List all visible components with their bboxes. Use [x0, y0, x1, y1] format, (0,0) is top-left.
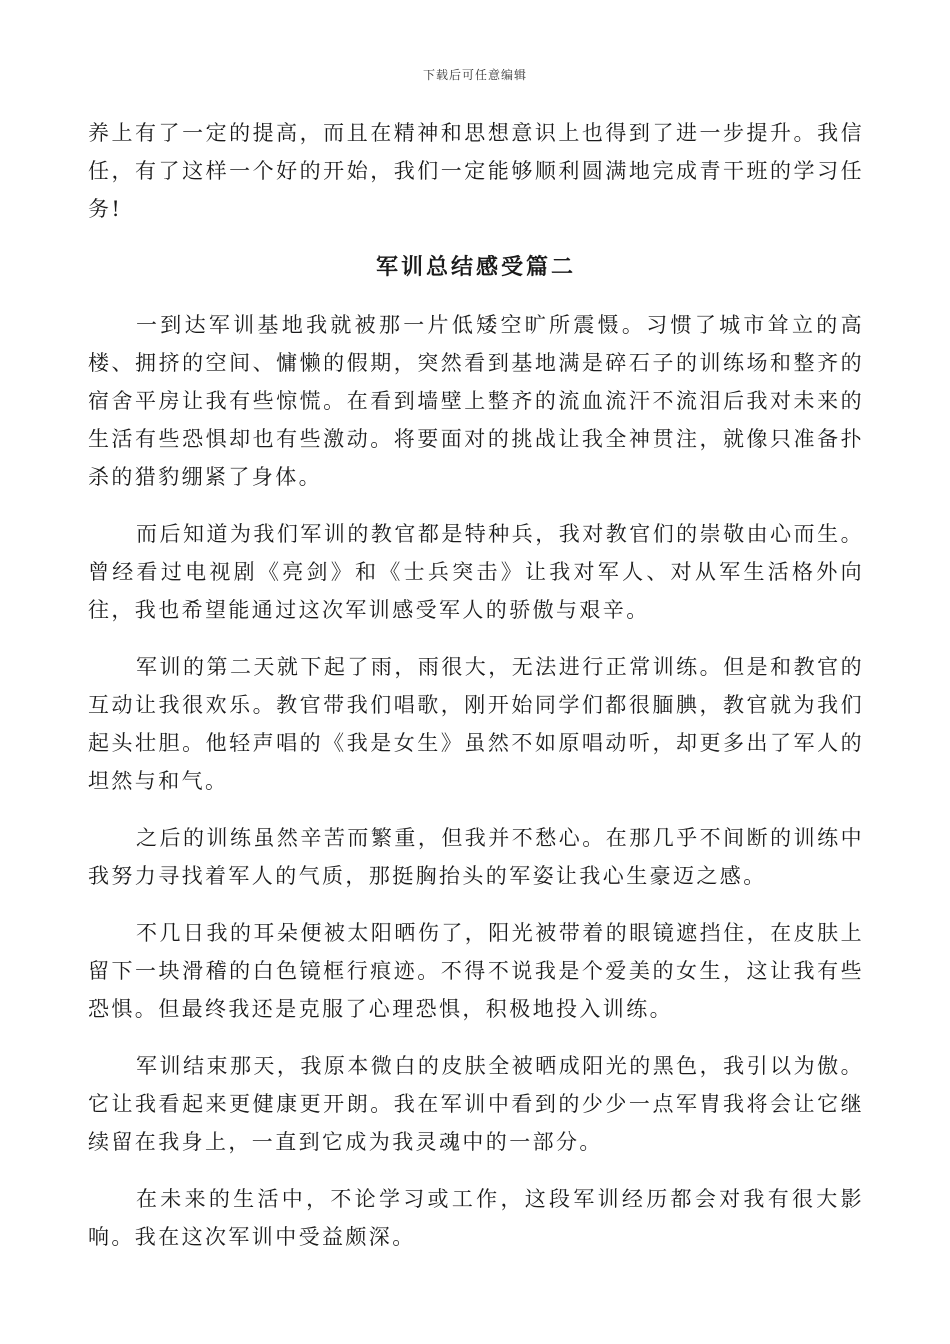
continued-paragraph: 养上有了一定的提高，而且在精神和思想意识上也得到了进一步提升。我信任，有了这样一个好的开始，我们一定能够顺利圆满地完成青干班的学习任务! [88, 121, 864, 221]
paragraph: 而后知道为我们军训的教官都是特种兵，我对教官们的崇敬由心而生。曾经看过电视剧《亮剑》和《士兵突击》让我对军人、对从军生活格外向往，我也希望能通过这次军训感受军人的骄傲与艰辛。 [88, 522, 864, 622]
paragraph: 军训的第二天就下起了雨，雨很大，无法进行正常训练。但是和教官的互动让我很欢乐。教官带我们唱歌，刚开始同学们都很腼腆，教官就为我们起头壮胆。他轻声唱的《我是女生》虽然不如原唱动听，却更多出了军人的坦然与和气。 [88, 655, 864, 793]
paragraph: 军训结束那天，我原本微白的皮肤全被晒成阳光的黑色，我引以为傲。它让我看起来更健康更开朗。我在军训中看到的少少一点军胄我将会让它继续留在我身上，一直到它成为我灵魂中的一部分。 [88, 1054, 864, 1154]
paragraph: 之后的训练虽然辛苦而繁重，但我并不愁心。在那几乎不间断的训练中我努力寻找着军人的气质，那挺胸抬头的军姿让我心生豪迈之感。 [88, 826, 864, 888]
paragraph: 在未来的生活中，不论学习或工作，这段军训经历都会对我有很大影响。我在这次军训中受益颇深。 [88, 1187, 864, 1249]
paragraph: 不几日我的耳朵便被太阳晒伤了，阳光被带着的眼镜遮挡住，在皮肤上留下一块滑稽的白色镜框行痕迹。不得不说我是个爱美的女生，这让我有些恐惧。但最终我还是克服了心理恐惧，积极地投入训练。 [88, 921, 864, 1021]
page-header-note: 下载后可任意编辑 [422, 68, 527, 82]
document-body [88, 114, 864, 1256]
paragraph: 一到达军训基地我就被那一片低矮空旷所震慑。习惯了城市耸立的高楼、拥挤的空间、慵懒的假期，突然看到基地满是碎石子的训练场和整齐的宿舍平房让我有些惊慌。在看到墙壁上整齐的流血流汗不流泪后我对未来的生活有些恐惧却也有些激动。将要面对的挑战让我全神贯注，就像只准备扑杀的猎豹绷紧了身体。 [88, 313, 864, 489]
section-title: 军训总结感受篇二 [375, 255, 576, 280]
